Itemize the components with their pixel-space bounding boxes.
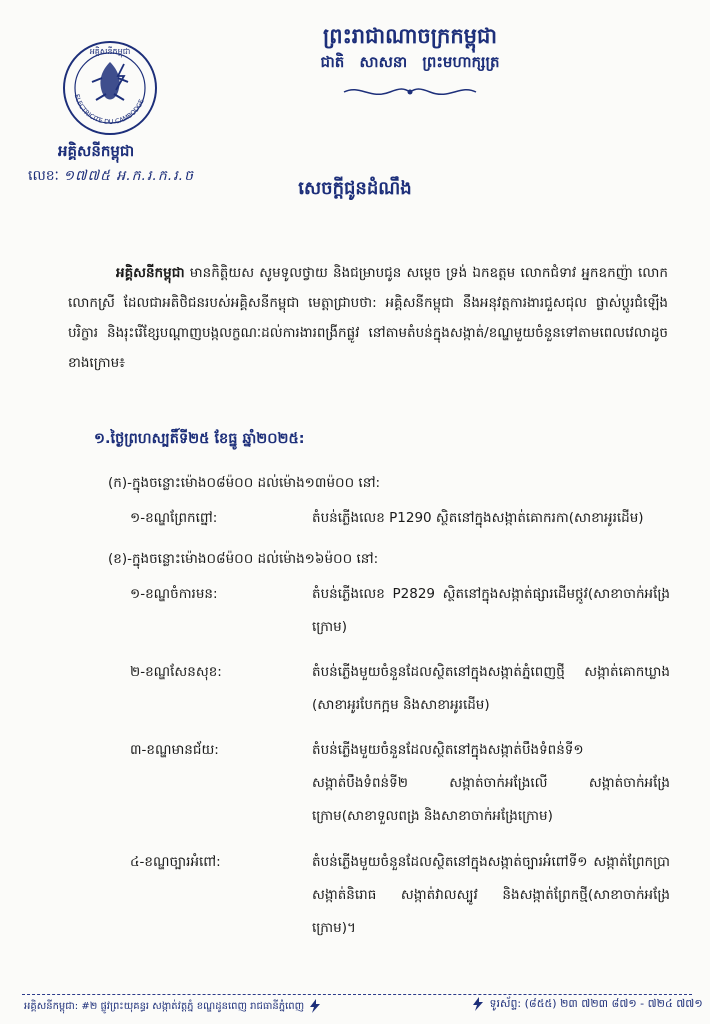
intro-text: មានកិត្តិយស សូមទូលថ្វាយ និងជម្រាបជូន សម្តេច ទ្រង់ ឯកឧត្តម លោកជំទាវ អ្នកឧកញ៉ា លោក លោកស្រី ដែលជាអតិថិជនរបស់អគ្គិសនីកម្ពុជា មេត្តាជ្រាបថា: អគ្គិសនីកម្ពុជា នឹងអនុវត្តការងារជួសជុល ផ្លាស់ប្តូរជំឡើងបរិក្ខារ និងរុះរើខ្សែបណ្តាញបង្កលក្ខណៈដល់ការងារពង្រីកផ្លូវ នៅតាមតំបន់ក្នុងសង្កាត់/ខណ្ឌមួយចំនួនទៅតាមពេលវេលាដូចខាងក្រោម៖	[68, 265, 668, 371]
district-name: ២-ខណ្ឌសែនសុខ:	[130, 664, 222, 680]
phone-text: ទូរស័ព្ទ: (៨៥៥) ២៣ ៧២៣ ៨៧១ - ៧២៤ ៧៧១	[489, 997, 703, 1010]
list-item	[130, 578, 670, 644]
area-description: តំបន់ភ្លើងលេខ P2829 ស្ថិតនៅក្នុងសង្កាត់ផ្សារដើមថ្កូវ(សាខាចាក់អង្រែក្រោម)	[312, 586, 670, 635]
district-name: ១-ខណ្ឌព្រែកព្នៅ:	[130, 510, 218, 526]
district-name: ១-ខណ្ឌចំការមន:	[130, 586, 218, 602]
intro-paragraph	[68, 258, 668, 378]
svg-text:អគ្គិសនីកម្ពុជា: អគ្គិសនីកម្ពុជា	[89, 47, 131, 56]
ref-value: ១៧៧៥ អ.ក.រ.ក.រ.ច	[63, 168, 195, 184]
footer-phone	[470, 997, 703, 1013]
area-description: តំបន់ភ្លើងមួយចំនួនដែលស្ថិតនៅក្នុងសង្កាត់ភ្នំពេញថ្មី សង្កាត់គោកឃ្លាង (សាខាអូរបែកក្អម និងសាខាអូរដើម)	[312, 664, 670, 713]
list-item	[130, 656, 670, 722]
footer-address	[24, 999, 323, 1014]
edc-logo	[62, 40, 158, 136]
list-item	[130, 734, 670, 833]
reference-number	[28, 166, 194, 187]
header-ornament	[340, 84, 480, 100]
org-name: អគ្គិសនីកម្ពុជា	[58, 142, 135, 160]
document-title: សេចក្តីជូនដំណឹង	[298, 178, 412, 199]
kingdom-title: ព្រះរាជាណាចក្រកម្ពុជា	[322, 24, 497, 48]
area-description: តំបន់ភ្លើងមួយចំនួនដែលស្ថិតនៅក្នុងសង្កាត់ច្បារអំពៅទី១ សង្កាត់ព្រែកប្រា សង្កាត់និរោធ សង្កាត់វាលស្បូវ និងសង្កាត់ព្រែកថ្មី(សាខាចាក់អង្រែក្រោម)។	[312, 854, 670, 936]
address-text: អគ្គិសនីកម្ពុជា: #២ ផ្លូវព្រះយុគន្ធរ សង្កាត់វត្តភ្នំ ខណ្ឌដូនពេញ រាជធានីភ្នំពេញ	[24, 1001, 305, 1012]
area-description: តំបន់ភ្លើងលេខ P1290 ស្ថិតនៅក្នុងសង្កាត់គោករកា(សាខាអូរដើម)	[312, 510, 644, 526]
kingdom-motto: ជាតិ សាសនា ព្រះមហាក្សត្រ	[320, 53, 500, 71]
lightning-icon	[307, 999, 323, 1013]
district-name: ៣-ខណ្ឌមានជ័យ:	[130, 742, 219, 758]
intro-lead: អគ្គិសនីកម្ពុជា	[116, 265, 185, 281]
section-heading-b: (ខ)-ក្នុងចន្លោះម៉ោង០៨ម៉០០ ដល់ម៉ោង១៦ម៉០០ នៅ:	[108, 551, 379, 567]
lightning-icon	[470, 997, 486, 1011]
district-name: ៤-ខណ្ឌច្បារអំពៅ:	[130, 854, 221, 870]
section-heading-a: (ក)-ក្នុងចន្លោះម៉ោង០៨ម៉០០ ដល់ម៉ោង១៣ម៉០០ នៅ:	[108, 475, 381, 491]
svg-text:ELECTRICITE DU CAMBODGE: ELECTRICITE DU CAMBODGE	[72, 93, 146, 127]
ref-label: លេខៈ	[28, 168, 59, 184]
date-heading: ១.ថ្ងៃព្រហស្បតិ៍ទី២៥ ខែធ្នូ ឆ្នាំ២០២៥:	[94, 431, 305, 447]
list-item	[130, 502, 670, 535]
list-item	[130, 846, 670, 945]
area-description: តំបន់ភ្លើងមួយចំនួនដែលស្ថិតនៅក្នុងសង្កាត់បឹងទំពន់ទី១ សង្កាត់បឹងទំពន់ទី២ សង្កាត់ចាក់អង្រែលើ សង្កាត់ចាក់អង្រែក្រោម(សាខាទួលពង្រ និងសាខាចាក់អង្រែក្រោម)	[312, 742, 670, 824]
kingdom-header	[250, 22, 570, 74]
footer-divider	[22, 994, 692, 995]
